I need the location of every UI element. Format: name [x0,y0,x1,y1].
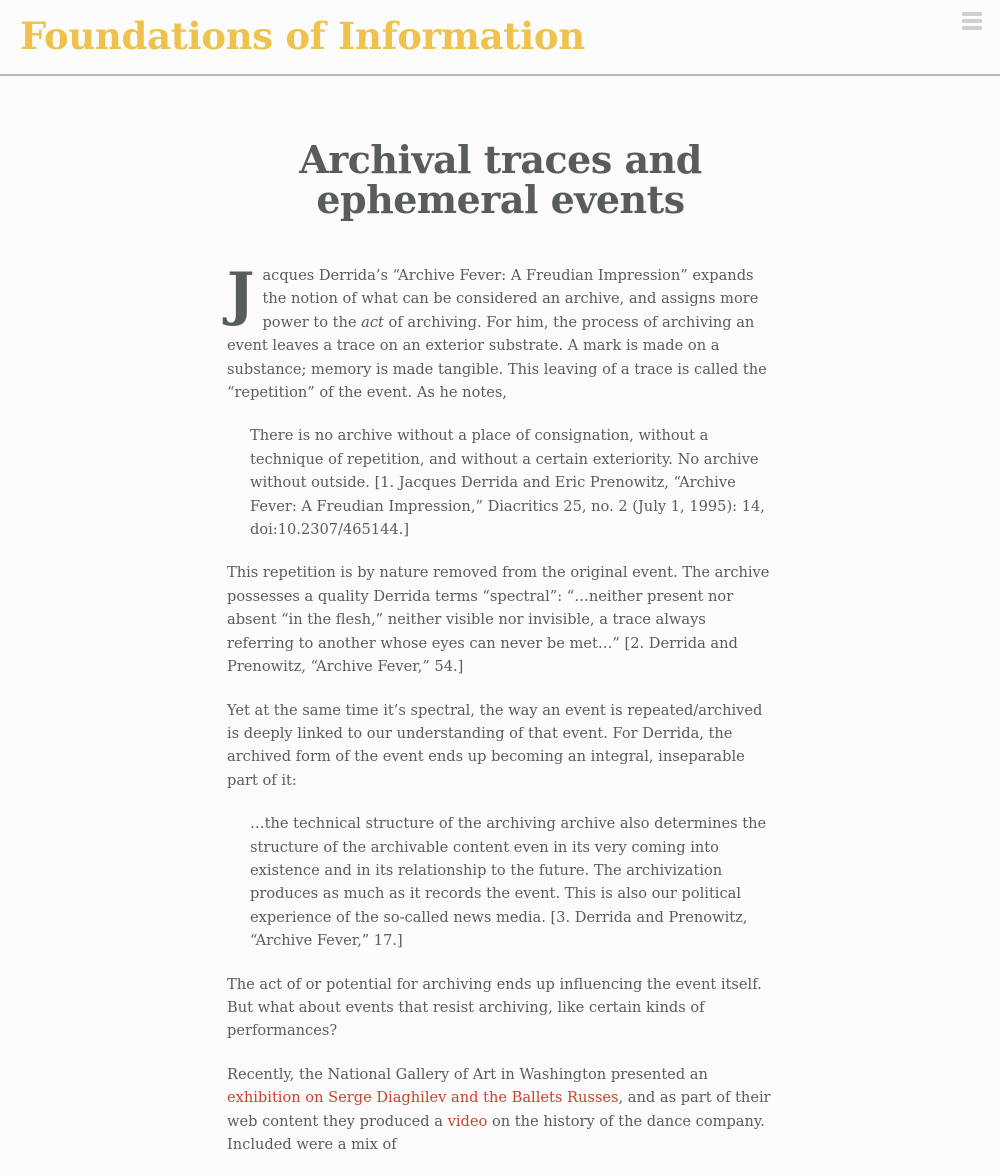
paragraph-performance: The act of or potential for archiving ends up influencing the event itself. But what about events that resist archiving, like certain kinds of performances? [227,975,762,1040]
paragraph-text: Recently, the National Gallery of Art in Washington presented an [227,1065,708,1083]
paragraph-gallery [227,1063,774,1157]
exhibition-link[interactable]: exhibition on Serge Diaghilev and the Ballets Russes [227,1089,619,1107]
emphasis-text: act [361,313,384,331]
block-quote-1: There is no archive without a place of consignation, without a technique of repetition, and without a certain exteriority. No archive without outside. [1. Jacques Derrida and Eric Prenowitz, “Archive Fever: A Freudian Impression,” Diacritics 25, no. 2 (July 1, 1995): 14, doi:10.2307/465144.] [250,427,765,539]
post-title: Archival traces and ephemeral events [299,137,702,222]
block-quote-2: …the technical structure of the archiving archive also determines the structure of the archivable content even in its very coming into existence and in its relationship to the future. The archivization produces as much as it records the event. This is also our political experience of the so-called news media. [3. Derrida and Prenowitz, “Archive Fever,” 17.] [250,815,767,950]
paragraph-intro [227,260,774,404]
site-header [0,0,1000,76]
paragraph-derrida: Yet at the same time it’s spectral, the way an event is repeated/archived is deeply linked to our understanding of that event. For Derrida, the archived form of the event ends up becoming an integral, inseparable part of it: [227,701,763,789]
paragraph-text: acques Derrida’s “Archive Fever: A Freudian Impression” expands the notion of what can be considered an archive, and assigns more power to the [262,267,759,331]
menu-icon-bar [962,26,982,30]
menu-icon-bar [962,19,982,23]
video-link[interactable]: video [447,1112,488,1130]
paragraph-text: , and as part of their web content they produced a [227,1089,771,1130]
menu-icon-bar [962,12,982,16]
paragraph-spectral: This repetition is by nature removed from the original event. The archive possesses a quality Derrida terms “spectral”: “…neither present nor absent “in the flesh,” neither visible nor invisible, a trace always referring to another whose eyes can never be met…” [2. Derrida and Prenowitz, “Archive Fever,” 54.] [227,564,770,676]
post-content [227,137,774,1176]
paragraph-text: of archiving. For him, the process of archiving an event leaves a trace on an exterior substrate. A mark is made on a substance; memory is made tangible. This leaving of a trace is called the “repetition” of the event. As he notes, [227,313,767,402]
site-title-link[interactable]: Foundations of Information [20,14,585,58]
drop-cap: J [227,260,255,328]
paragraph-text: on the history of the dance company. Included were a mix of [227,1112,765,1153]
hamburger-menu-icon[interactable] [962,12,982,30]
